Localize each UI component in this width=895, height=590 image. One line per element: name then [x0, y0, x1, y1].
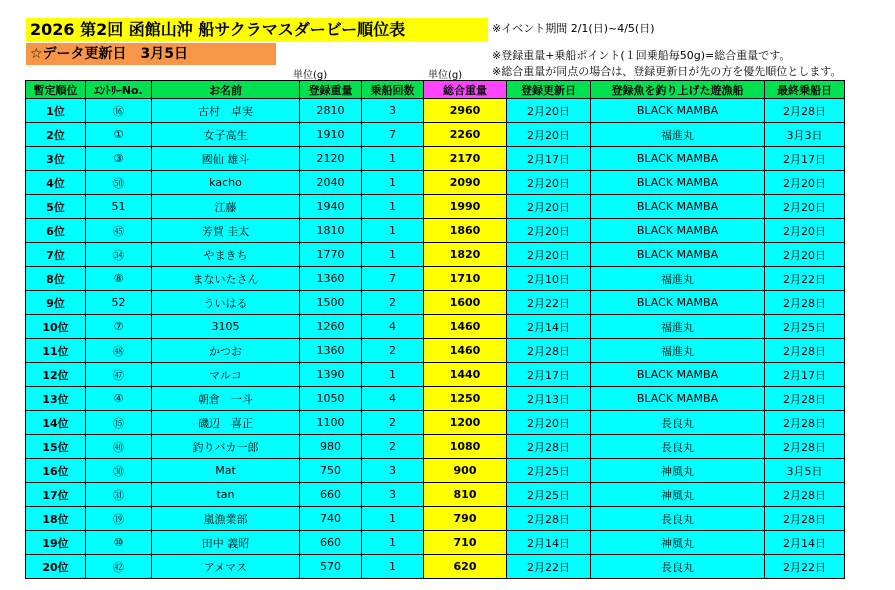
boat-cell: BLACK MAMBA [591, 171, 765, 195]
table-row [26, 171, 845, 195]
weight-cell: 1810 [300, 219, 362, 243]
entry-no-cell: ⑩ [86, 531, 152, 555]
weight-cell: 1360 [300, 339, 362, 363]
entry-no-cell: ⑮ [86, 411, 152, 435]
name-cell: 江藤 [152, 195, 300, 219]
update-date-cell: 2月28日 [507, 339, 591, 363]
total-weight-cell: 1600 [424, 291, 507, 315]
entry-no-cell: ⑧ [86, 267, 152, 291]
weight-cell: 980 [300, 435, 362, 459]
total-weight-cell: 1460 [424, 339, 507, 363]
total-weight-cell: 1200 [424, 411, 507, 435]
last-boarding-cell: 2月28日 [765, 291, 845, 315]
rank-cell: 20位 [26, 555, 86, 579]
boardings-cell: 1 [362, 363, 424, 387]
entry-no-cell: ㊺ [86, 219, 152, 243]
update-date-cell: 2月25日 [507, 459, 591, 483]
table-row [26, 555, 845, 579]
boardings-cell: 2 [362, 435, 424, 459]
update-date-cell: 2月20日 [507, 171, 591, 195]
entry-no-cell: ㊷ [86, 555, 152, 579]
boat-cell: 長良丸 [591, 411, 765, 435]
boat-cell: 福進丸 [591, 123, 765, 147]
boat-cell: 神風丸 [591, 483, 765, 507]
update-date-cell: 2月25日 [507, 483, 591, 507]
table-row [26, 195, 845, 219]
name-cell: 釣りバカ一郎 [152, 435, 300, 459]
total-rule-note: ※登録重量+乗船ポイント(１回乗船毎50g)=総合重量です。 [492, 49, 791, 62]
update-date-cell: 2月28日 [507, 507, 591, 531]
name-cell: 磯辺 喜正 [152, 411, 300, 435]
total-weight-cell: 2170 [424, 147, 507, 171]
boardings-cell: 1 [362, 195, 424, 219]
total-weight-cell: 1440 [424, 363, 507, 387]
boat-cell: BLACK MAMBA [591, 195, 765, 219]
name-cell: Mat [152, 459, 300, 483]
weight-cell: 740 [300, 507, 362, 531]
name-cell: かつお [152, 339, 300, 363]
name-cell: ういはる [152, 291, 300, 315]
update-date-cell: 2月17日 [507, 363, 591, 387]
last-boarding-cell: 2月17日 [765, 363, 845, 387]
name-cell: tan [152, 483, 300, 507]
weight-cell: 750 [300, 459, 362, 483]
col-header-boat: 登録魚を釣り上げた遊漁船 [591, 81, 765, 99]
total-weight-cell: 1820 [424, 243, 507, 267]
weight-cell: 1050 [300, 387, 362, 411]
last-boarding-cell: 2月28日 [765, 411, 845, 435]
col-header-boardings: 乗船回数 [362, 81, 424, 99]
total-weight-cell: 900 [424, 459, 507, 483]
name-cell: アメマス [152, 555, 300, 579]
update-date-cell: 2月20日 [507, 219, 591, 243]
table-row [26, 435, 845, 459]
table-row [26, 363, 845, 387]
boat-cell: BLACK MAMBA [591, 219, 765, 243]
boat-cell: 長良丸 [591, 507, 765, 531]
boat-cell: 長良丸 [591, 555, 765, 579]
name-cell: まないたさん [152, 267, 300, 291]
weight-cell: 660 [300, 483, 362, 507]
last-boarding-cell: 2月20日 [765, 219, 845, 243]
rank-cell: 17位 [26, 483, 86, 507]
boardings-cell: 1 [362, 555, 424, 579]
rank-cell: 13位 [26, 387, 86, 411]
weight-cell: 1100 [300, 411, 362, 435]
boardings-cell: 3 [362, 99, 424, 123]
rank-cell: 1位 [26, 99, 86, 123]
weight-cell: 1390 [300, 363, 362, 387]
update-date-cell: 2月13日 [507, 387, 591, 411]
update-date-cell: 2月20日 [507, 123, 591, 147]
entry-no-cell: ㊽ [86, 339, 152, 363]
last-boarding-cell: 2月28日 [765, 387, 845, 411]
data-update-label: ☆データ更新日 3月5日 [26, 43, 276, 65]
page-title: 2026 第2回 函館山沖 船サクラマスダービー順位表 [26, 18, 488, 42]
total-weight-cell: 2260 [424, 123, 507, 147]
boat-cell: BLACK MAMBA [591, 291, 765, 315]
boardings-cell: 2 [362, 291, 424, 315]
weight-unit-label: 単位(g) [293, 70, 328, 81]
table-row [26, 387, 845, 411]
total-weight-cell: 790 [424, 507, 507, 531]
weight-cell: 2040 [300, 171, 362, 195]
entry-no-cell: ㊼ [86, 363, 152, 387]
update-date-cell: 2月10日 [507, 267, 591, 291]
entry-no-cell: ④ [86, 387, 152, 411]
update-date-cell: 2月22日 [507, 291, 591, 315]
table-header-row [26, 81, 845, 99]
total-weight-cell: 1250 [424, 387, 507, 411]
rank-cell: 3位 [26, 147, 86, 171]
total-weight-cell: 1710 [424, 267, 507, 291]
name-cell: 朝倉 一斗 [152, 387, 300, 411]
rank-cell: 6位 [26, 219, 86, 243]
total-weight-cell: 2090 [424, 171, 507, 195]
rank-cell: 18位 [26, 507, 86, 531]
table-row [26, 267, 845, 291]
rank-cell: 5位 [26, 195, 86, 219]
rank-cell: 10位 [26, 315, 86, 339]
rank-cell: 4位 [26, 171, 86, 195]
update-date-cell: 2月14日 [507, 315, 591, 339]
rank-cell: 12位 [26, 363, 86, 387]
boat-cell: 福進丸 [591, 315, 765, 339]
name-cell: kacho [152, 171, 300, 195]
col-header-weight: 登録重量 [300, 81, 362, 99]
weight-cell: 2120 [300, 147, 362, 171]
entry-no-cell: 52 [86, 291, 152, 315]
name-cell: 古村 卓実 [152, 99, 300, 123]
boat-cell: BLACK MAMBA [591, 147, 765, 171]
total-weight-cell: 1990 [424, 195, 507, 219]
entry-no-cell: ⑲ [86, 507, 152, 531]
rank-cell: 14位 [26, 411, 86, 435]
total-weight-cell: 1080 [424, 435, 507, 459]
last-boarding-cell: 2月28日 [765, 507, 845, 531]
total-weight-cell: 1860 [424, 219, 507, 243]
name-cell: 嵐漁業部 [152, 507, 300, 531]
last-boarding-cell: 2月22日 [765, 267, 845, 291]
entry-no-cell: ㊿ [86, 171, 152, 195]
entry-no-cell: ㉞ [86, 243, 152, 267]
rank-cell: 15位 [26, 435, 86, 459]
boardings-cell: 1 [362, 507, 424, 531]
update-date-cell: 2月20日 [507, 99, 591, 123]
weight-cell: 1360 [300, 267, 362, 291]
table-row [26, 147, 845, 171]
boat-cell: BLACK MAMBA [591, 363, 765, 387]
name-cell: 田中 義昭 [152, 531, 300, 555]
update-date-cell: 2月17日 [507, 147, 591, 171]
total-weight-cell: 810 [424, 483, 507, 507]
boat-cell: BLACK MAMBA [591, 99, 765, 123]
weight-cell: 1910 [300, 123, 362, 147]
table-row [26, 291, 845, 315]
rank-cell: 7位 [26, 243, 86, 267]
table-row [26, 507, 845, 531]
name-cell: 國仙 雄斗 [152, 147, 300, 171]
table-row [26, 411, 845, 435]
rank-cell: 8位 [26, 267, 86, 291]
weight-cell: 1940 [300, 195, 362, 219]
last-boarding-cell: 2月22日 [765, 555, 845, 579]
total-weight-cell: 2960 [424, 99, 507, 123]
boardings-cell: 1 [362, 171, 424, 195]
last-boarding-cell: 2月28日 [765, 99, 845, 123]
entry-no-cell: 51 [86, 195, 152, 219]
ranking-table [25, 80, 845, 579]
weight-cell: 2810 [300, 99, 362, 123]
rank-cell: 16位 [26, 459, 86, 483]
weight-cell: 570 [300, 555, 362, 579]
name-cell: 女子高生 [152, 123, 300, 147]
last-boarding-cell: 2月28日 [765, 435, 845, 459]
boardings-cell: 2 [362, 339, 424, 363]
col-header-name: お名前 [152, 81, 300, 99]
name-cell: マルコ [152, 363, 300, 387]
boardings-cell: 3 [362, 483, 424, 507]
boat-cell: 長良丸 [591, 435, 765, 459]
col-header-total: 総合重量 [424, 81, 507, 99]
boardings-cell: 3 [362, 459, 424, 483]
boardings-cell: 4 [362, 315, 424, 339]
last-boarding-cell: 2月14日 [765, 531, 845, 555]
boat-cell: 福進丸 [591, 267, 765, 291]
update-date-cell: 2月20日 [507, 411, 591, 435]
col-header-updated: 登録更新日 [507, 81, 591, 99]
entry-no-cell: ⑦ [86, 315, 152, 339]
last-boarding-cell: 2月20日 [765, 195, 845, 219]
boardings-cell: 1 [362, 243, 424, 267]
name-cell: やまきち [152, 243, 300, 267]
rank-cell: 19位 [26, 531, 86, 555]
entry-no-cell: ㊵ [86, 435, 152, 459]
col-header-entry: ｴﾝﾄﾘｰNo. [86, 81, 152, 99]
weight-cell: 1500 [300, 291, 362, 315]
entry-no-cell: ㉚ [86, 459, 152, 483]
last-boarding-cell: 2月20日 [765, 243, 845, 267]
update-date-cell: 2月20日 [507, 243, 591, 267]
boardings-cell: 1 [362, 531, 424, 555]
boardings-cell: 2 [362, 411, 424, 435]
table-row [26, 483, 845, 507]
boat-cell: 神風丸 [591, 459, 765, 483]
last-boarding-cell: 3月5日 [765, 459, 845, 483]
last-boarding-cell: 2月28日 [765, 483, 845, 507]
name-cell: 3105 [152, 315, 300, 339]
table-row [26, 339, 845, 363]
weight-cell: 1260 [300, 315, 362, 339]
boat-cell: 神風丸 [591, 531, 765, 555]
name-cell: 芳賀 圭太 [152, 219, 300, 243]
table-row [26, 219, 845, 243]
update-date-cell: 2月22日 [507, 555, 591, 579]
rank-cell: 2位 [26, 123, 86, 147]
boat-cell: 福進丸 [591, 339, 765, 363]
table-row [26, 315, 845, 339]
table-row [26, 99, 845, 123]
boardings-cell: 1 [362, 219, 424, 243]
event-period-note: ※イベント期間 2/1(日)~4/5(日) [492, 22, 655, 35]
total-unit-label: 単位(g) [428, 70, 463, 81]
weight-cell: 1770 [300, 243, 362, 267]
tie-rule-note: ※総合重量が同点の場合は、登録更新日が先の方を優先順位とします。 [492, 65, 842, 78]
last-boarding-cell: 2月17日 [765, 147, 845, 171]
table-row [26, 531, 845, 555]
entry-no-cell: ① [86, 123, 152, 147]
update-date-cell: 2月14日 [507, 531, 591, 555]
total-weight-cell: 620 [424, 555, 507, 579]
entry-no-cell: ㉛ [86, 483, 152, 507]
total-weight-cell: 710 [424, 531, 507, 555]
weight-cell: 660 [300, 531, 362, 555]
boardings-cell: 7 [362, 267, 424, 291]
rank-cell: 9位 [26, 291, 86, 315]
update-date-cell: 2月20日 [507, 195, 591, 219]
col-header-rank: 暫定順位 [26, 81, 86, 99]
boat-cell: BLACK MAMBA [591, 387, 765, 411]
entry-no-cell: ⑯ [86, 99, 152, 123]
boardings-cell: 7 [362, 123, 424, 147]
last-boarding-cell: 3月3日 [765, 123, 845, 147]
col-header-last-boarding: 最終乗船日 [765, 81, 845, 99]
last-boarding-cell: 2月20日 [765, 171, 845, 195]
last-boarding-cell: 2月25日 [765, 315, 845, 339]
table-row [26, 123, 845, 147]
boardings-cell: 4 [362, 387, 424, 411]
last-boarding-cell: 2月28日 [765, 339, 845, 363]
update-date-cell: 2月28日 [507, 435, 591, 459]
boardings-cell: 1 [362, 147, 424, 171]
total-weight-cell: 1460 [424, 315, 507, 339]
table-row [26, 459, 845, 483]
rank-cell: 11位 [26, 339, 86, 363]
boat-cell: BLACK MAMBA [591, 243, 765, 267]
table-row [26, 243, 845, 267]
entry-no-cell: ③ [86, 147, 152, 171]
